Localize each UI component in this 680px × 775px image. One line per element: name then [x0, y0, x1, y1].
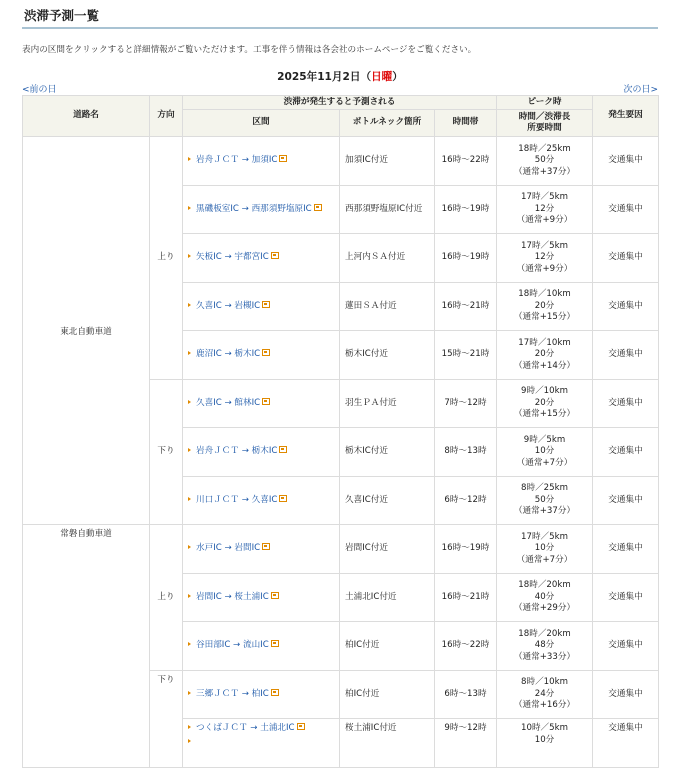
external-window-icon	[262, 543, 270, 550]
bottleneck-location: 土浦北IC付近	[345, 591, 397, 602]
external-window-icon	[314, 204, 322, 211]
external-window-icon	[262, 398, 270, 405]
peak-info: 8時／10km 24分 （通常+16分）	[513, 677, 576, 710]
section-name: 岩舟ＪＣＴ → 加須IC	[196, 155, 278, 165]
time-cell	[435, 476, 497, 525]
cause-text: 交通集中	[608, 252, 643, 262]
road-name-cell	[23, 137, 150, 525]
direction-cell	[150, 137, 183, 380]
peak-cell	[497, 476, 593, 525]
direction-label: 上り	[157, 252, 175, 262]
section-cell[interactable]	[183, 525, 340, 574]
bottleneck-cell	[340, 428, 435, 477]
time-cell	[435, 428, 497, 477]
bottleneck-location: 上河内ＳＡ付近	[345, 252, 406, 262]
bottleneck-location: 栃木IC付近	[345, 349, 388, 359]
section-cell[interactable]	[183, 670, 340, 719]
cause-cell	[593, 622, 659, 671]
time-range: 8時〜13時	[444, 446, 487, 456]
time-range: 6時〜13時	[444, 688, 487, 699]
section-name: 三郷ＪＣＴ → 柏IC	[196, 688, 269, 699]
cause-cell	[593, 331, 659, 380]
peak-cell	[497, 525, 593, 574]
bottleneck-cell	[340, 137, 435, 186]
bottleneck-cell	[340, 185, 435, 234]
section-link[interactable]	[188, 398, 270, 408]
peak-cell	[497, 234, 593, 283]
time-cell	[435, 137, 497, 186]
date-close: ）	[392, 71, 403, 83]
section-link[interactable]	[188, 543, 270, 553]
section-link[interactable]	[188, 446, 287, 456]
arrow-marker-icon	[188, 206, 191, 210]
next-day-link[interactable]: 次の日>	[623, 85, 658, 95]
external-window-icon	[271, 640, 279, 647]
cause-text: 交通集中	[608, 446, 643, 456]
cause-cell	[593, 670, 659, 719]
cause-text: 交通集中	[608, 640, 643, 650]
time-cell	[435, 525, 497, 574]
section-link[interactable]	[188, 349, 270, 359]
cause-text: 交通集中	[608, 349, 643, 359]
section-cell[interactable]	[183, 234, 340, 283]
section-name: 黒磯板室IC → 西那須野塩原IC	[196, 203, 312, 214]
arrow-marker-icon	[188, 254, 191, 258]
time-range: 9時〜12時	[444, 723, 487, 733]
section-name: 久喜IC → 館林IC	[196, 397, 261, 408]
bottleneck-cell	[340, 525, 435, 574]
section-link[interactable]	[188, 723, 305, 733]
arrow-marker-icon	[188, 691, 191, 695]
cause-text: 交通集中	[608, 397, 643, 408]
time-cell	[435, 282, 497, 331]
cause-cell	[593, 137, 659, 186]
cause-cell	[593, 379, 659, 428]
time-cell	[435, 379, 497, 428]
cause-text: 交通集中	[608, 155, 643, 165]
section-name: 矢板IC → 宇都宮IC	[196, 252, 269, 262]
external-window-icon	[262, 301, 270, 308]
bottleneck-cell	[340, 670, 435, 719]
direction-label: 下り	[157, 446, 175, 456]
time-cell	[435, 670, 497, 719]
arrow-marker-icon	[188, 157, 191, 161]
intro-text: 表内の区間をクリックすると詳細情報がご覧いただけます。工事を伴う情報は各会社のホームページをご覧ください。	[22, 45, 477, 55]
cause-cell	[593, 476, 659, 525]
date-text: 2025年11月2日（	[277, 71, 372, 83]
bottleneck-location: 蓮田ＳＡ付近	[345, 300, 397, 311]
section-cell[interactable]	[183, 282, 340, 331]
external-window-icon	[279, 495, 287, 502]
peak-cell	[497, 331, 593, 380]
time-range: 16時〜21時	[441, 591, 490, 602]
header-bottleneck: ボトルネック箇所	[340, 110, 435, 137]
time-range: 6時〜12時	[444, 494, 487, 505]
section-link[interactable]	[188, 301, 270, 311]
section-link[interactable]	[188, 640, 279, 650]
direction-cell	[150, 525, 183, 671]
bottleneck-cell	[340, 379, 435, 428]
day-of-week: 日曜	[371, 71, 393, 83]
time-cell	[435, 331, 497, 380]
section-name: 岩間IC → 桜土浦IC	[196, 591, 269, 602]
peak-info: 18時／10km 20分 （通常+15分）	[513, 289, 576, 322]
arrow-marker-icon	[188, 303, 191, 307]
section-cell[interactable]	[183, 719, 340, 768]
section-cell[interactable]	[183, 573, 340, 622]
peak-info: 18時／25km 50分 （通常+37分）	[513, 143, 576, 177]
cause-text: 交通集中	[608, 300, 643, 311]
peak-info: 18時／20km 48分 （通常+33分）	[513, 628, 576, 662]
external-window-icon	[279, 446, 287, 453]
time-cell	[435, 185, 497, 234]
time-cell	[435, 622, 497, 671]
cause-text: 交通集中	[608, 688, 643, 699]
cause-cell	[593, 719, 659, 768]
direction-label: 上り	[157, 591, 175, 602]
peak-info: 18時／20km 40分 （通常+29分）	[513, 580, 576, 613]
bottleneck-location: 久喜IC付近	[345, 494, 388, 505]
time-range: 16時〜19時	[441, 543, 490, 553]
header-predicted-group: 渋滞が発生すると予測される	[183, 96, 497, 110]
section-cell[interactable]	[183, 137, 340, 186]
time-range: 16時〜21時	[441, 300, 490, 311]
bottleneck-location: 桜土浦IC付近	[345, 723, 397, 733]
external-window-icon	[279, 155, 287, 162]
peak-cell	[497, 282, 593, 331]
road-name: 常磐自動車道	[60, 529, 112, 539]
external-window-icon	[297, 723, 305, 730]
section-name: つくばＪＣＴ → 土浦北IC	[196, 723, 295, 733]
peak-info: 17時／5km 10分 （通常+7分）	[516, 531, 573, 565]
peak-info: 8時／25km 50分 （通常+37分）	[513, 483, 576, 516]
cause-text: 交通集中	[608, 591, 643, 602]
section-name: 久喜IC → 岩槻IC	[196, 300, 261, 311]
peak-cell	[497, 379, 593, 428]
table-row	[23, 137, 659, 186]
external-window-icon	[271, 689, 279, 696]
external-window-icon	[271, 252, 279, 259]
peak-info: 17時／5km 12分 （通常+9分）	[516, 192, 573, 225]
section-cell[interactable]	[183, 428, 340, 477]
section-link[interactable]	[188, 155, 287, 165]
road-name: 東北自動車道	[60, 326, 112, 337]
external-window-icon	[271, 592, 279, 599]
direction-label: 下り	[157, 674, 175, 685]
peak-info: 9時／10km 20分 （通常+15分）	[513, 386, 576, 419]
section-name: 谷田部IC → 流山IC	[196, 640, 269, 650]
date-heading	[0, 69, 680, 84]
header-road: 道路名	[23, 96, 150, 137]
cause-cell	[593, 525, 659, 574]
time-range: 16時〜19時	[441, 203, 490, 214]
peak-cell	[497, 137, 593, 186]
section-cell[interactable]	[183, 476, 340, 525]
road-name-cell	[23, 525, 150, 768]
arrow-marker-icon	[188, 497, 191, 501]
header-cause: 発生要因	[593, 96, 659, 137]
bottleneck-location: 柏IC付近	[345, 688, 380, 699]
section-cell[interactable]	[183, 622, 340, 671]
section-link[interactable]	[188, 592, 279, 602]
peak-cell	[497, 622, 593, 671]
external-window-icon	[262, 349, 270, 356]
cause-text: 交通集中	[608, 203, 643, 214]
cause-cell	[593, 234, 659, 283]
header-time: 時間帯	[435, 110, 497, 137]
bottleneck-cell	[340, 573, 435, 622]
prev-day-link[interactable]: <前の日	[22, 85, 57, 95]
bottleneck-location: 柏IC付近	[345, 640, 380, 650]
bottleneck-location: 西那須野塩原IC付近	[345, 203, 423, 214]
peak-info: 17時／5km 12分 （通常+9分）	[516, 240, 573, 274]
cause-text: 交通集中	[608, 543, 643, 553]
section-name: 鹿沼IC → 栃木IC	[196, 349, 261, 359]
section-link[interactable]	[188, 689, 279, 699]
header-peak-detail-text: 時間／渋滞長 所要時間	[518, 111, 571, 133]
bottleneck-cell	[340, 282, 435, 331]
direction-cell	[150, 670, 183, 767]
bottleneck-location: 岩間IC付近	[345, 543, 388, 553]
section-name: 岩舟ＪＣＴ → 栃木IC	[196, 446, 278, 456]
section-cell[interactable]	[183, 331, 340, 380]
peak-cell	[497, 719, 593, 768]
arrow-marker-icon	[188, 545, 191, 549]
arrow-marker-icon	[188, 739, 191, 743]
peak-info: 10時／5km 10分	[521, 723, 568, 745]
section-link[interactable]	[188, 495, 287, 505]
cause-cell	[593, 185, 659, 234]
peak-cell	[497, 670, 593, 719]
arrow-marker-icon	[188, 725, 191, 729]
section-link[interactable]	[188, 252, 279, 262]
table-row	[23, 525, 659, 574]
bottleneck-cell	[340, 622, 435, 671]
cause-cell	[593, 428, 659, 477]
time-cell	[435, 234, 497, 283]
time-range: 15時〜21時	[441, 349, 490, 359]
cause-cell	[593, 282, 659, 331]
congestion-table	[22, 95, 659, 768]
peak-cell	[497, 573, 593, 622]
cause-cell	[593, 573, 659, 622]
bottleneck-location: 羽生ＰＡ付近	[345, 397, 397, 408]
arrow-marker-icon	[188, 448, 191, 452]
time-range: 16時〜22時	[441, 155, 490, 165]
header-section: 区間	[183, 110, 340, 137]
cause-text: 交通集中	[608, 494, 643, 505]
arrow-marker-icon	[188, 594, 191, 598]
section-name: 水戸IC → 岩間IC	[196, 543, 261, 553]
arrow-marker-icon	[188, 642, 191, 646]
bottleneck-cell	[340, 476, 435, 525]
peak-cell	[497, 428, 593, 477]
arrow-marker-icon	[188, 351, 191, 355]
section-cell[interactable]	[183, 185, 340, 234]
time-range: 16時〜19時	[441, 252, 490, 262]
time-cell	[435, 719, 497, 768]
time-cell	[435, 573, 497, 622]
bottleneck-location: 栃木IC付近	[345, 446, 388, 456]
section-name: 川口ＪＣＴ → 久喜IC	[196, 494, 278, 505]
direction-cell	[150, 379, 183, 525]
peak-cell	[497, 185, 593, 234]
cause-text: 交通集中	[608, 723, 643, 733]
time-range: 7時〜12時	[444, 397, 487, 408]
peak-info: 9時／5km 10分 （通常+7分）	[516, 434, 573, 468]
header-peak-detail	[497, 110, 593, 137]
bottleneck-cell	[340, 331, 435, 380]
time-range: 16時〜22時	[441, 640, 490, 650]
header-peak-group: ピーク時	[497, 96, 593, 110]
header-direction: 方向	[150, 96, 183, 137]
section-cell[interactable]	[183, 379, 340, 428]
bottleneck-cell	[340, 234, 435, 283]
title-divider	[22, 27, 658, 29]
page-title: 渋滞予測一覧	[24, 8, 100, 23]
arrow-marker-icon	[188, 400, 191, 404]
peak-info: 17時／10km 20分 （通常+14分）	[513, 337, 576, 371]
bottleneck-location: 加須IC付近	[345, 155, 388, 165]
bottleneck-cell	[340, 719, 435, 768]
section-link[interactable]	[188, 204, 322, 214]
